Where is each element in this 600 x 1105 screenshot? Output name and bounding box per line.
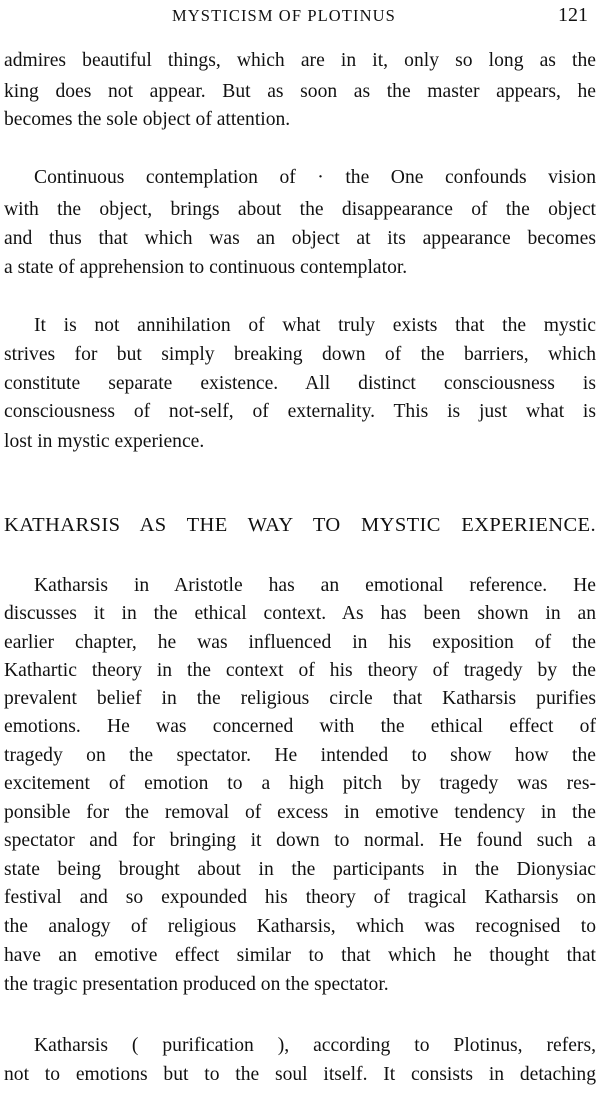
text-line: It is not annihilation of what truly exists that the mystic	[34, 315, 596, 336]
text-line: constitute separate existence. All distinct consciousness is	[4, 373, 596, 394]
text-line: discusses it in the ethical context. As has been shown in an	[4, 603, 596, 624]
text-line: strives for but simply breaking down of the barriers, which	[4, 344, 596, 365]
text-line: Continuous contemplation of · the One confounds vision	[34, 167, 596, 188]
text-line: and thus that which was an object at its appearance becomes	[4, 228, 596, 249]
text-line: state being brought about in the participants in the Dionysiac	[4, 859, 596, 880]
text-line: the tragic presentation produced on the spectator.	[4, 974, 389, 995]
text-line: admires beautiful things, which are in it, only so long as the	[4, 50, 596, 71]
text-line: the analogy of religious Katharsis, which was recognised to	[4, 916, 596, 937]
text-line: festival and so expounded his theory of tragical Katharsis on	[4, 887, 596, 908]
text-line: excitement of emotion to a high pitch by tragedy was res-	[4, 773, 596, 794]
text-line: spectator and for bringing it down to normal. He found such a	[4, 830, 596, 851]
text-line: prevalent belief in the religious circle that Katharsis purifies	[4, 688, 596, 709]
text-line: lost in mystic experience.	[4, 431, 205, 452]
text-line: ponsible for the removal of excess in emotive tendency in the	[4, 802, 596, 823]
text-line: becomes the sole object of attention.	[4, 109, 291, 130]
text-line: emotions. He was concerned with the ethical effect of	[4, 716, 596, 737]
text-line: tragedy on the spectator. He intended to show how the	[4, 745, 596, 766]
text-line: a state of apprehension to continuous contemplator.	[4, 257, 408, 278]
text-line: Katharsis in Aristotle has an emotional reference. He	[34, 575, 596, 596]
text-line: Kathartic theory in the context of his theory of tragedy by the	[4, 660, 596, 681]
text-line: king does not appear. But as soon as the master appears, he	[4, 81, 596, 102]
text-line: earlier chapter, he was influenced in his exposition of the	[4, 632, 596, 653]
running-head	[0, 4, 600, 28]
text-line: with the object, brings about the disappearance of the object	[4, 199, 596, 220]
page-number: 121	[558, 4, 588, 26]
running-title: MYSTICISM OF PLOTINUS	[172, 6, 396, 25]
section-heading: KATHARSIS AS THE WAY TO MYSTIC EXPERIENCE.	[4, 514, 596, 536]
text-line: have an emotive effect similar to that which he thought that	[4, 945, 596, 966]
text-line: consciousness of not-self, of externality. This is just what is	[4, 401, 596, 422]
text-line: not to emotions but to the soul itself. It consists in detaching	[4, 1064, 596, 1085]
text-line: Katharsis ( purification ), according to Plotinus, refers,	[34, 1035, 596, 1056]
